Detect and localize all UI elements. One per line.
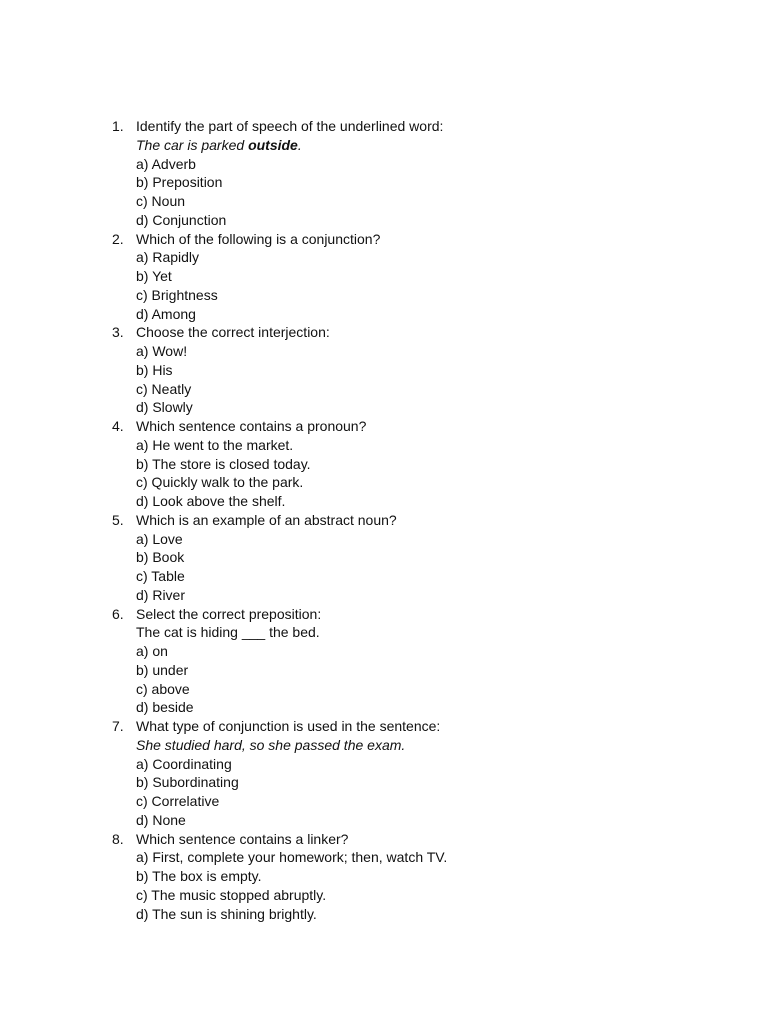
question-item — [108, 605, 728, 718]
answer-option: c) Table — [136, 568, 185, 584]
answer-option: d) River — [136, 586, 186, 603]
answer-option: b) The store is closed today. — [136, 455, 311, 472]
question-item — [108, 511, 728, 605]
question-number: 8. — [112, 830, 124, 847]
question-number: 1. — [112, 118, 124, 134]
question-prompt: Which is an example of an abstract noun? — [136, 511, 397, 528]
answer-option: d) beside — [136, 699, 194, 716]
question-item — [108, 323, 728, 417]
example-sentence: She studied hard, so she passed the exam. — [136, 736, 406, 753]
answer-option: d) Among — [136, 305, 196, 322]
answer-option: d) None — [136, 811, 186, 828]
answer-option: c) Correlative — [136, 793, 220, 809]
quiz-question-list — [108, 117, 728, 923]
answer-option: a) He went to the market. — [136, 436, 294, 453]
question-prompt: Select the correct preposition: — [136, 605, 322, 622]
question-number: 2. — [112, 230, 124, 247]
answer-option: c) Quickly walk to the park. — [136, 474, 304, 491]
answer-option: c) Neatly — [136, 380, 192, 397]
answer-option: b) under — [136, 661, 189, 678]
question-prompt: Which of the following is a conjunction? — [136, 230, 381, 247]
question-prompt: Choose the correct interjection: — [136, 324, 330, 341]
answer-option: a) Rapidly — [136, 249, 200, 266]
example-sentence-prefix: The car is parked — [136, 136, 249, 153]
answer-option: c) Brightness — [136, 286, 218, 303]
answer-option: b) Preposition — [136, 174, 223, 191]
question-number: 3. — [112, 324, 124, 341]
question-prompt: Which sentence contains a pronoun? — [136, 418, 367, 434]
answer-option: b) Yet — [136, 268, 172, 284]
question-item — [108, 230, 728, 324]
answer-option: d) Slowly — [136, 399, 193, 416]
answer-option: a) Wow! — [136, 343, 188, 359]
example-sentence — [136, 136, 728, 155]
question-item — [108, 417, 728, 511]
answer-option: a) on — [136, 643, 168, 659]
question-number: 6. — [112, 605, 124, 622]
question-item — [108, 830, 728, 924]
answer-option: b) The box is empty. — [136, 868, 262, 884]
answer-option: c) The music stopped abruptly. — [136, 886, 327, 903]
question-number: 7. — [112, 718, 124, 734]
answer-option: b) His — [136, 361, 173, 378]
answer-option: d) Look above the shelf. — [136, 493, 286, 509]
example-sentence: The cat is hiding ___ the bed. — [136, 624, 320, 641]
answer-option: c) above — [136, 680, 190, 697]
example-sentence-suffix: . — [297, 136, 302, 153]
question-number: 5. — [112, 511, 124, 528]
answer-option: a) Coordinating — [136, 755, 232, 772]
question-prompt: Identify the part of speech of the underlined word: — [136, 118, 444, 134]
answer-option: c) Noun — [136, 193, 186, 209]
answer-option: b) Book — [136, 549, 185, 566]
question-prompt: What type of conjunction is used in the sentence: — [136, 718, 441, 734]
answer-option: d) The sun is shining brightly. — [136, 905, 317, 922]
question-prompt: Which sentence contains a linker? — [136, 830, 349, 847]
underlined-word: outside — [248, 136, 298, 153]
answer-option: a) Love — [136, 530, 183, 547]
answer-option: a) First, complete your homework; then, watch TV. — [136, 849, 448, 866]
question-item — [108, 717, 728, 830]
answer-option: d) Conjunction — [136, 211, 227, 228]
answer-option: a) Adverb — [136, 155, 196, 172]
answer-option: b) Subordinating — [136, 774, 239, 791]
question-item — [108, 117, 728, 230]
question-number: 4. — [112, 418, 124, 434]
